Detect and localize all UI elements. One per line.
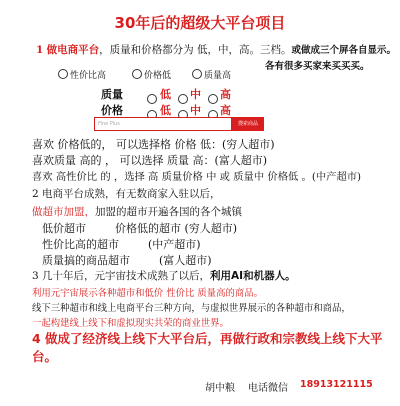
quality-high-label: 高 — [220, 88, 231, 101]
choice-value: 喜欢 高性价比 的 ，选择 高 质量价格 中 或 质量中 价格低 。(中产超市) — [32, 171, 362, 183]
store-desc: 价格低的超市 (穷人超市) — [115, 222, 238, 235]
radio-icon[interactable] — [178, 94, 188, 104]
item2-join-red: 做超市加盟， — [32, 206, 95, 218]
item1-number: 1 — [36, 44, 44, 56]
item2-head: 2 电商平台成熟，有无数商家入驻以后， — [32, 188, 221, 200]
item2-join — [32, 204, 242, 219]
price-low-label: 低 — [160, 104, 171, 117]
item1-text: ，质量和价格都分为 低，中，高。三档。 — [99, 44, 292, 56]
radio-icon[interactable] — [58, 69, 68, 79]
quality-low-label: 低 — [160, 88, 171, 101]
item3-line1-b: 利用AI和机器人。 — [210, 270, 296, 282]
price-mid-label: 中 — [190, 104, 201, 117]
option-label: 质量高 — [204, 71, 232, 81]
item3-line2: 利用元宇宙展示各种超市和低价 性价比 质量高的商品。 — [32, 288, 263, 299]
item1-tail: 或做成三个屏各自显示。 — [291, 45, 397, 56]
option-value-for-money[interactable] — [58, 68, 106, 81]
footer-contact: 电话微信 — [248, 383, 288, 394]
list-item — [42, 252, 212, 268]
quality-label: 质量 — [101, 88, 123, 101]
store-desc: (中产超市) — [148, 238, 201, 251]
item3-line1 — [32, 268, 296, 283]
footer-phone: 18913121115 — [300, 379, 373, 390]
search-button[interactable]: 搜索商品 — [232, 117, 264, 131]
option-label: 性价比高 — [70, 71, 107, 81]
option-label: 价格低 — [144, 71, 172, 81]
price-label: 价格 — [101, 104, 123, 117]
radio-icon[interactable] — [192, 69, 202, 79]
item1-head: 做电商平台 — [46, 44, 100, 56]
radio-icon[interactable] — [147, 94, 157, 104]
store-type: 质量搞的商品超市 — [42, 254, 130, 267]
page-title: 30年后的超级大平台项目 — [114, 14, 286, 32]
search-placeholder: Fine Plus — [98, 121, 120, 127]
quality-mid-label: 中 — [190, 88, 201, 101]
store-type: 性价比高的超市 — [42, 238, 119, 251]
store-type: 低价超市 — [42, 222, 86, 235]
choice-low-price: 喜欢 价格低的， 可以选择格 价格 低：(穷人超市) — [32, 138, 275, 151]
item3-line4: 一起构建线上线下和虚拟现实共荣的商业世界。 — [32, 318, 229, 329]
option-low-price[interactable] — [132, 68, 171, 81]
choice-high-quality: 喜欢质量 高的 ， 可以选择 质量 高：(富人超市) — [32, 154, 268, 167]
list-item — [42, 220, 237, 236]
radio-icon[interactable] — [132, 69, 142, 79]
price-high-label: 高 — [220, 104, 231, 117]
store-desc: (富人超市) — [159, 254, 212, 267]
item3-line1-a: 3 几十年后，元宇宙技术成熟了以后， — [32, 270, 211, 282]
list-item — [42, 236, 201, 252]
item2-join-rest: 加盟的超市开遍各国的各个城镇 — [95, 206, 242, 218]
footer-name: 胡中粮 — [205, 383, 235, 394]
search-input[interactable] — [94, 117, 232, 131]
item1-line2: 各有很多买家来买买买。 — [265, 61, 370, 72]
option-high-quality[interactable] — [192, 68, 231, 81]
item1-line1 — [36, 42, 396, 57]
item3-line3: 线下三种超市和线上电商平台三种方向，与虚拟世界展示的各种超市和商品， — [32, 303, 351, 314]
radio-icon[interactable] — [208, 94, 218, 104]
item4: 4 做成了经济线上线下大平台后，再做行政和宗教线上线下大平台。 — [32, 331, 383, 364]
